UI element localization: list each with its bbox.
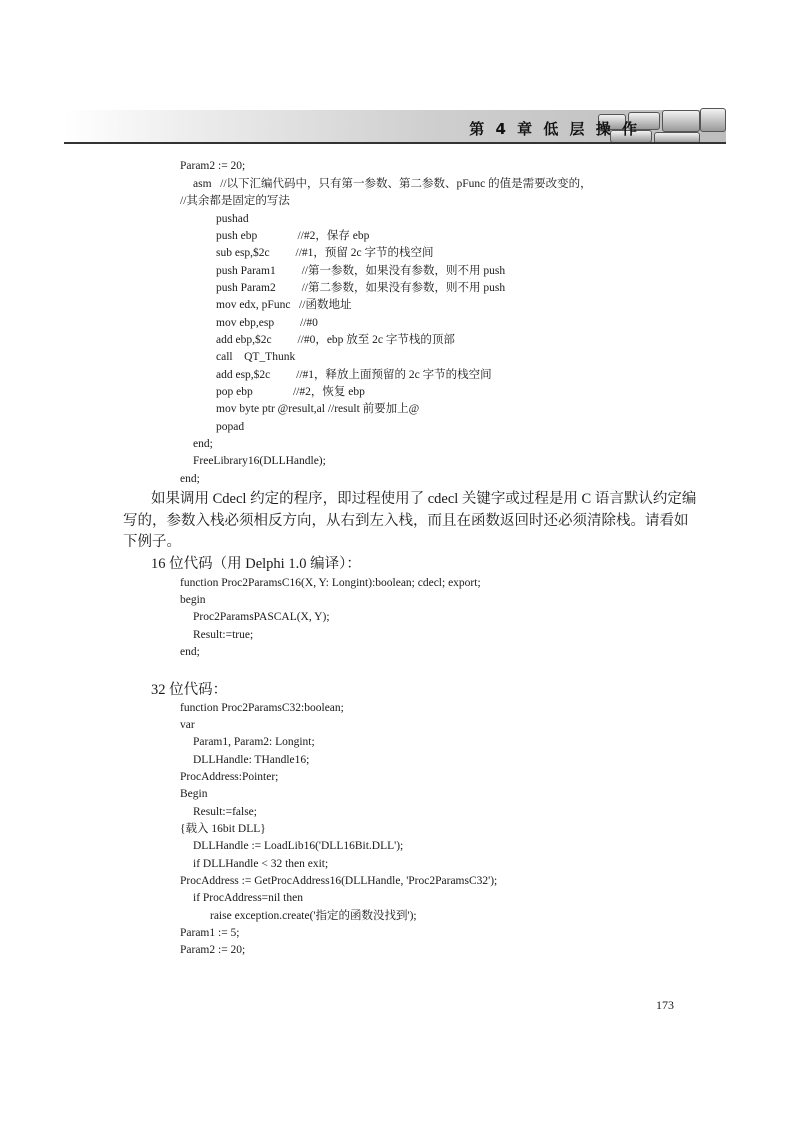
body-paragraph-line: 下例子。 (123, 534, 181, 550)
code-line: ProcAddress:Pointer; (180, 771, 279, 783)
code-line: Proc2ParamsPASCAL(X, Y); (193, 611, 330, 623)
code-line: var (180, 719, 195, 731)
code-line: DLLHandle := LoadLib16('DLL16Bit.DLL'); (193, 840, 404, 852)
code-line: push ebp //#2，保存 ebp (216, 230, 370, 242)
code-line: push Param2 //第二参数，如果没有参数，则不用 push (216, 282, 506, 294)
code-line: mov byte ptr @result,al //result 前要加上@ (216, 403, 420, 415)
code-line: if DLLHandle < 32 then exit; (193, 858, 329, 870)
code-line: asm //以下汇编代码中，只有第一参数、第二参数、pFunc 的值是需要改变的， (193, 178, 592, 190)
code-line: end; (180, 646, 200, 658)
code-line: pop ebp //#2，恢复 ebp (216, 386, 365, 398)
code-line: sub esp,$2c //#1，预留 2c 字节的栈空间 (216, 247, 434, 259)
code-line: //其余都是固定的写法 (180, 195, 290, 207)
code-line: ProcAddress := GetProcAddress16(DLLHandle, 'Proc2ParamsC32'); (180, 875, 498, 887)
code-line: popad (216, 421, 245, 433)
code-line: Param1, Param2: Longint; (193, 736, 315, 748)
chapter-title: 第 4 章 低 层 操 作 (469, 120, 640, 138)
code-line: Param1 := 5; (180, 927, 240, 939)
header-rule (64, 142, 726, 144)
code-line: Begin (180, 788, 208, 800)
section-heading-32bit: 32 位代码： (151, 682, 228, 698)
code-line: if ProcAddress=nil then (193, 892, 303, 904)
code-line: call QT_Thunk (216, 351, 296, 363)
page-number: 173 (656, 998, 674, 1012)
code-line: mov edx, pFunc //函数地址 (216, 299, 352, 311)
code-line: add esp,$2c //#1，释放上面预留的 2c 字节的栈空间 (216, 369, 492, 381)
code-line: end; (180, 473, 200, 485)
code-line: add ebp,$2c //#0，ebp 放至 2c 字节栈的顶部 (216, 334, 455, 346)
code-line: DLLHandle: THandle16; (193, 754, 310, 766)
body-paragraph-line: 写的，参数入栈必须相反方向，从右到左入栈，而且在函数返回时还必须清除栈。请看如 (123, 513, 689, 529)
code-line: {载入 16bit DLL} (180, 823, 266, 835)
code-line: raise exception.create('指定的函数没找到'); (210, 910, 417, 922)
code-line: Param2 := 20; (180, 944, 246, 956)
code-line: function Proc2ParamsC16(X, Y: Longint):boolean; cdecl; export; (180, 577, 481, 589)
body-paragraph-line: 如果调用 Cdecl 约定的程序，即过程使用了 cdecl 关键字或过程是用 C 语言默认约定编 (151, 491, 697, 507)
code-line: Param2 := 20; (180, 160, 246, 172)
code-line: pushad (216, 213, 249, 225)
code-line: end; (193, 438, 213, 450)
code-line: function Proc2ParamsC32:boolean; (180, 702, 344, 714)
code-line: push Param1 //第一参数，如果没有参数，则不用 push (216, 265, 506, 277)
section-heading-16bit: 16 位代码（用 Delphi 1.0 编译）： (151, 556, 361, 572)
code-line: FreeLibrary16(DLLHandle); (193, 455, 326, 467)
code-line: Result:=false; (193, 806, 257, 818)
code-line: mov ebp,esp //#0 (216, 317, 318, 329)
code-line: Result:=true; (193, 629, 254, 641)
code-line: begin (180, 594, 206, 606)
